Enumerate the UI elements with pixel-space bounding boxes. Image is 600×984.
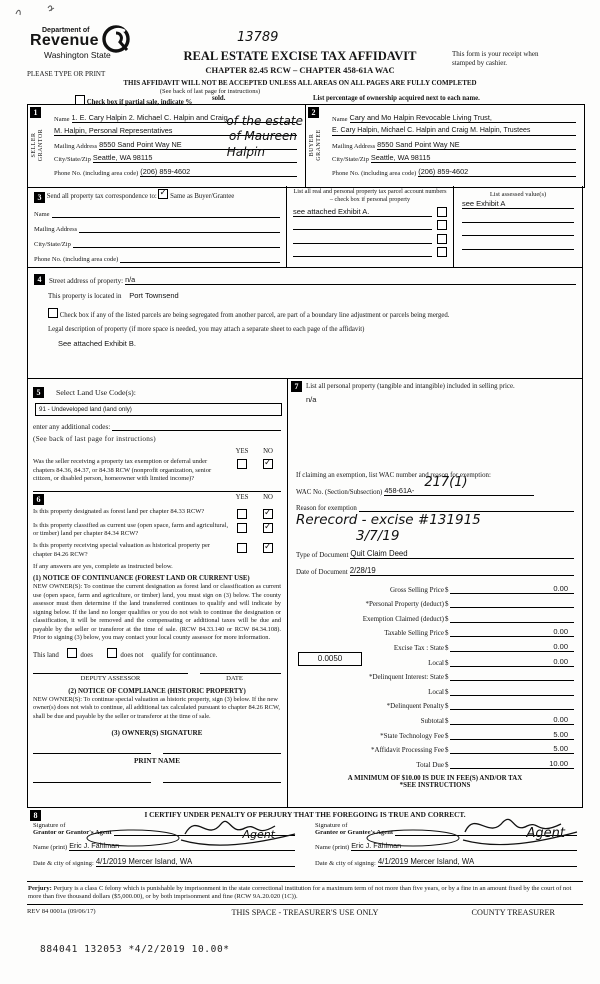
money-row-excise-state: Excise Tax : State $ 0.00 xyxy=(296,637,574,652)
money-table xyxy=(296,579,574,769)
doc-type-label: Type of Document xyxy=(296,551,349,559)
historical-question: Is this property receiving special valuation as historical property per chapter 84.26 RCW? xyxy=(33,541,211,558)
section-3-badge: 3 xyxy=(34,192,45,203)
form-chapter: CHAPTER 82.45 RCW – CHAPTER 458-61A WAC xyxy=(205,65,395,75)
buyer-city-input[interactable]: Seattle, WA 98115 xyxy=(371,153,576,163)
forest-land-question: Is this property designated as forest land per chapter 84.33 RCW? xyxy=(33,507,205,515)
notice-continuance-text: NEW OWNER(S): To continue the current designation as forest land or classification as current use (open space, farm and agriculture, or timber) land, you must sign on (3) below. The county assessor must then determine if the land transferred continues to qualify and will indicate by signing below. If the land no longer qualifies or you do not wish to continue the designation or classification, it will be removed and the compensating or additional taxes will be due and payable by the seller or transferor at the time of sale. (RCW 84.33.140 or RCW 84.34.108). Prior to signing (3) below, you may contact your local county assessor for more information. xyxy=(33,583,281,642)
q-historic-no-checkbox[interactable] xyxy=(263,543,273,553)
grantor-name-print-label: Name (print) xyxy=(33,844,68,851)
notice-compliance-heading: (2) NOTICE OF COMPLIANCE (HISTORIC PROPERTY) xyxy=(68,687,246,695)
does-not-label: does not xyxy=(120,651,144,659)
left-column xyxy=(28,379,288,807)
section-1-badge: 1 xyxy=(30,107,41,118)
located-in-label: This property is located in xyxy=(48,292,122,300)
partial-sale-label: Check box if partial sale, indicate % xyxy=(86,99,193,106)
grantee-date-label: Date & city of signing: xyxy=(315,860,376,867)
section-5-badge: 5 xyxy=(33,387,44,398)
notice-continuance-heading: (1) NOTICE OF CONTINUANCE (FOREST LAND OR CURRENT USE) xyxy=(33,575,250,583)
grantor-date-input[interactable]: 4/1/2019 Mercer Island, WA xyxy=(96,857,295,867)
handwriting-reason-2: 3/7/19 xyxy=(356,528,400,544)
grantor-date-label: Date & city of signing: xyxy=(33,860,94,867)
money-row-taxable: Taxable Selling Price $ 0.00 xyxy=(296,623,574,638)
assessed-values-column xyxy=(454,186,582,267)
county-treasurer-label: COUNTY TREASURER xyxy=(471,908,555,917)
type-or-print: PLEASE TYPE OR PRINT xyxy=(27,70,106,78)
personal-property-checkbox-1[interactable] xyxy=(437,207,447,217)
personal-property-checkbox-3[interactable] xyxy=(437,234,447,244)
corr-mailing-input[interactable] xyxy=(79,232,280,233)
see-back-note-2: (See back of last page for instructions) xyxy=(33,435,156,443)
yes-header: YES xyxy=(235,448,249,455)
does-checkbox[interactable] xyxy=(67,648,77,658)
grantee-signature-block xyxy=(305,822,583,867)
seller-section xyxy=(28,105,306,187)
doc-date-input[interactable]: 2/28/19 xyxy=(350,566,574,576)
certification-section xyxy=(27,808,583,878)
this-land-label: This land xyxy=(33,651,59,659)
rev-number: REV 84 0001a (09/06/17) xyxy=(27,908,96,915)
processing-fee-input[interactable]: 5.00 xyxy=(450,744,575,754)
grantee-agent-label: Grantee or Grantee's Agent xyxy=(315,829,394,836)
assessed-input-1[interactable]: see Exhibit A xyxy=(462,199,574,209)
wac-input[interactable]: 458-61A- 217(1) xyxy=(384,486,534,496)
assessed-input-3[interactable] xyxy=(462,235,574,236)
forest-land-section xyxy=(33,491,281,783)
parties-box xyxy=(27,104,585,188)
buyer-name-input-2[interactable]: E. Cary Halpin, Michael C. Halpin and Craig M. Halpin, Trustees xyxy=(332,126,576,136)
owner-print-line-2[interactable] xyxy=(163,782,281,783)
handwritten-form-number: 13789 xyxy=(237,30,279,45)
logo-revenue-text: Revenue xyxy=(30,32,99,49)
legal-description-label: Legal description of property (if more space is needed, you may attach a separate sheet to each page of the affidavit) xyxy=(48,326,365,333)
segregated-label: Check box if any of the listed parcels are being segregated from another parcel, are part of a boundary line adjustment or parcels being merged. xyxy=(59,312,450,319)
grantee-agent-word: Agent xyxy=(526,826,565,841)
grantor-agent-word: Agent xyxy=(242,828,275,841)
personal-property-value[interactable]: n/a xyxy=(306,395,317,404)
owner-sign-line-1[interactable] xyxy=(33,753,151,754)
money-row-exemption: Exemption Claimed (deduct) $ xyxy=(296,608,574,623)
assessed-input-4[interactable] xyxy=(462,249,574,250)
total-due-input[interactable]: 10.00 xyxy=(450,759,575,769)
q-currentuse-no-checkbox[interactable] xyxy=(263,523,273,533)
local-rate-box: 0.0050 xyxy=(298,652,362,666)
personal-property-label: List all personal property (tangible and intangible) included in selling price. xyxy=(306,383,515,390)
parcel-input-1[interactable]: see attached Exhibit A. xyxy=(293,207,432,217)
deputy-assessor-sign-line[interactable] xyxy=(33,673,188,674)
excise-state-input[interactable]: 0.00 xyxy=(450,642,575,652)
buyer-name-label: Name xyxy=(332,115,348,123)
perjury-note xyxy=(27,881,583,905)
treasurer-space-label: THIS SPACE - TREASURER'S USE ONLY xyxy=(231,908,379,917)
buyer-phone-input[interactable]: (206) 859-4602 xyxy=(418,167,576,177)
money-row-local: 0.0050 Local $ 0.00 xyxy=(296,652,574,667)
ownership-note: List percentage of ownership acquired next to each name. xyxy=(313,95,480,102)
exemption-deferral-question: Was the seller receiving a property tax exemption or deferral under chapters 84.36, 84.37, or 84.38 RCW (nonprofit organization, senior citizen, or disabled person, homeowner with limited income)? xyxy=(33,458,212,483)
parcel-input-4[interactable] xyxy=(293,256,432,257)
does-not-checkbox[interactable] xyxy=(107,648,117,658)
segregated-row xyxy=(48,308,576,319)
section-7-badge: 7 xyxy=(291,381,302,392)
body-columns xyxy=(27,378,583,808)
grantor-name-input[interactable]: Eric J. Fahlman xyxy=(69,841,295,851)
q-forest-no-checkbox[interactable] xyxy=(263,509,273,519)
grantee-name-print-label: Name (print) xyxy=(315,844,350,851)
no-header: NO xyxy=(263,448,273,455)
located-in-row xyxy=(48,291,576,300)
sold-label: sold. xyxy=(212,95,226,102)
money-row-total: Total Due $ 10.00 xyxy=(296,754,574,769)
owners-signature-heading: (3) OWNER(S) SIGNATURE xyxy=(111,729,203,738)
seller-mailing-label: Mailing Address xyxy=(54,142,98,150)
seller-name-input[interactable]: 1. E. Cary Halpin 2. Michael C. Halpin and Craig xyxy=(72,113,297,123)
qualify-label: qualify for continuance. xyxy=(151,651,218,659)
see-back-note: (See back of last page for instructions) xyxy=(159,87,261,95)
additional-codes-input[interactable] xyxy=(112,430,281,431)
pen-mark xyxy=(10,2,70,20)
wac-label: WAC No. (Section/Subsection) xyxy=(296,489,383,496)
yes-header-2: YES xyxy=(235,493,249,501)
personal-property-checkbox-2[interactable] xyxy=(437,220,447,230)
seller-name-label: Name xyxy=(54,115,70,123)
deputy-assessor-lines xyxy=(33,673,281,674)
corr-city-input[interactable] xyxy=(73,247,280,248)
seller-mailing-input[interactable]: 8550 Sand Point Way NE xyxy=(99,140,297,150)
does-label: does xyxy=(80,651,93,659)
perjury-text: Perjury is a class C felony which is punishable by imprisonment in the state correctional institution for a maximum term of not more than five years, or by a fine in an amount fixed by the court of not more than five thousand dollars ($5,000.00), or by both imprisonment and fine (RCW 9A.20.020 (1C)). xyxy=(28,884,572,901)
section-4-badge: 4 xyxy=(34,274,45,285)
signature-of-label: Signature of xyxy=(33,822,66,829)
dor-logo xyxy=(30,27,131,60)
land-use-section xyxy=(33,382,281,484)
handwriting-wac: 217(1) xyxy=(424,475,468,490)
q-historic-yes-checkbox[interactable] xyxy=(237,543,247,553)
seller-name-input-2[interactable]: M. Halpin, Personal Representatives xyxy=(54,126,297,136)
receipt-note: This form is your receipt when stamped by cashier. xyxy=(452,50,539,67)
current-use-question: Is this property classified as current use (open space, farm and agricultural, or timber) land per chapter 84.34 RCW? xyxy=(33,521,229,538)
handwriting-halpin: Halpin xyxy=(226,145,265,159)
see-instructions-note: *SEE INSTRUCTIONS xyxy=(399,781,471,789)
warning-line: THIS AFFIDAVIT WILL NOT BE ACCEPTED UNLESS ALL AREAS ON ALL PAGES ARE FULLY COMPLETED xyxy=(123,79,477,87)
exemption-note: If claiming an exemption, list WAC number and reason for exemption: xyxy=(296,472,491,479)
buyer-name-input[interactable]: Cary and Mo Halpin Revocable Living Trust, xyxy=(350,113,576,123)
personal-property-checkbox-4[interactable] xyxy=(437,247,447,257)
located-in-value[interactable]: Port Townsend xyxy=(129,291,179,300)
logo-dept-text: Department of xyxy=(42,27,90,34)
certify-statement: I CERTIFY UNDER PENALTY OF PERJURY THAT THE FOREGOING IS TRUE AND CORRECT. xyxy=(144,810,466,819)
street-address-label: Street address of property: xyxy=(49,277,124,285)
owner-print-line-1[interactable] xyxy=(33,782,151,783)
seller-phone-input[interactable]: (206) 859-4602 xyxy=(140,167,297,177)
seller-phone-label: Phone No. (including area code) xyxy=(54,169,139,177)
same-as-buyer-checkbox[interactable] xyxy=(158,189,168,199)
q-deferral-no-checkbox[interactable] xyxy=(263,459,273,469)
right-column xyxy=(288,379,582,807)
q-deferral-yes-checkbox[interactable] xyxy=(237,459,247,469)
money-row-gross: Gross Selling Price $ 0.00 xyxy=(296,579,574,594)
buyer-phone-label: Phone No. (including area code) xyxy=(332,169,417,177)
gross-price-input[interactable]: 0.00 xyxy=(450,584,575,594)
land-use-title: Select Land Use Code(s): xyxy=(56,388,136,397)
form-title: REAL ESTATE EXCISE TAX AFFIDAVIT xyxy=(183,49,417,63)
money-row-tech-fee: *State Technology Fee $ 5.00 xyxy=(296,725,574,740)
corr-city-label: City/State/Zip xyxy=(34,241,71,248)
corr-phone-label: Phone No. (including area code) xyxy=(34,256,119,263)
if-yes-note: If any answers are yes, complete as instructed below. xyxy=(33,563,173,571)
parcel-numbers-column xyxy=(286,186,454,267)
corr-mailing-label: Mailing Address xyxy=(34,226,78,233)
logo-state-text: Washington State xyxy=(44,50,111,60)
parcel-header: List all real and personal property tax parcel account numbers – check box if personal property xyxy=(293,188,447,203)
money-row-personal: *Personal Property (deduct) $ xyxy=(296,594,574,609)
buyer-grantee-side-label: BUYER GRANTEE xyxy=(309,129,322,161)
deputy-assessor-label: DEPUTY ASSESSOR xyxy=(80,674,141,682)
buyer-section xyxy=(306,105,584,187)
buyer-mailing-input[interactable]: 8550 Sand Point Way NE xyxy=(377,140,576,150)
correspondence-section xyxy=(28,186,286,267)
grantor-signature-block xyxy=(27,822,305,867)
additional-codes-label: enter any additional codes: xyxy=(33,423,111,431)
assessed-input-2[interactable] xyxy=(462,222,574,223)
corr-name-label: Name xyxy=(34,211,50,218)
signature-of-label-2: Signature of xyxy=(315,822,348,829)
legal-description-value[interactable]: See attached Exhibit B. xyxy=(58,339,136,348)
continuance-qualify-row xyxy=(33,648,281,659)
doc-type-input[interactable]: Quit Claim Deed xyxy=(350,549,574,559)
doc-date-label: Date of Document xyxy=(296,568,348,576)
excise-local-input[interactable]: 0.00 xyxy=(450,657,575,667)
seller-grantor-side-label: SELLER GRANTOR xyxy=(31,128,44,162)
reason-exemption-label: Reason for exemption xyxy=(296,505,357,512)
perjury-bold: Perjury: xyxy=(28,884,52,892)
tech-fee-input[interactable]: 5.00 xyxy=(450,730,575,740)
minimum-due-note: A MINIMUM OF $10.00 IS DUE IN FEE(S) AND/OR TAX xyxy=(347,774,523,782)
street-address-input[interactable]: n/a xyxy=(125,275,576,285)
money-row-processing-fee: *Affidavit Processing Fee $ 5.00 xyxy=(296,740,574,755)
money-row-delinq-int-state: *Delinquent Interest: State $ xyxy=(296,667,574,682)
print-name-label: PRINT NAME xyxy=(134,757,180,766)
land-use-code-select[interactable]: 91 - Undeveloped land (land only) xyxy=(35,403,282,416)
section-6-badge: 6 xyxy=(33,494,44,505)
date-label: DATE xyxy=(226,674,243,682)
parcel-input-3[interactable] xyxy=(293,243,432,244)
property-address-section xyxy=(27,268,583,378)
subtotal-input[interactable]: 0.00 xyxy=(450,715,575,725)
handwriting-of-the-estate: of the estate xyxy=(226,114,303,128)
grantee-date-input[interactable]: 4/1/2019 Mercer Island, WA xyxy=(378,857,577,867)
seller-city-input[interactable]: Seattle, WA 98115 xyxy=(93,153,297,163)
seller-city-label: City/State/Zip xyxy=(54,156,91,164)
correspondence-parcel-row xyxy=(27,186,583,268)
notice-compliance-text: NEW OWNER(S): To continue special valuation as historic property, sign (3) below. If the new owner(s) does not wish to continue, all additional tax calculated pursuant to chapter 84.26 RCW, shall be due and payable by the seller or transferor at the time of sale. xyxy=(33,695,280,720)
assessed-header: List assessed value(s) xyxy=(489,191,547,198)
segregated-checkbox[interactable] xyxy=(48,308,58,318)
same-as-buyer-label: Same as Buyer/Grantee xyxy=(170,193,235,200)
money-row-delinq-int-local: Local $ xyxy=(296,681,574,696)
handwriting-reason-1: Rerecord - excise #131915 xyxy=(296,512,481,528)
handwriting-of-maureen: of Maureen xyxy=(229,129,297,143)
section-2-badge: 2 xyxy=(308,107,319,118)
no-header-2: NO xyxy=(263,493,273,501)
corr-name-input[interactable] xyxy=(52,217,280,218)
deputy-date-line[interactable] xyxy=(200,673,281,674)
buyer-mailing-label: Mailing Address xyxy=(332,142,376,150)
taxable-price-input[interactable]: 0.00 xyxy=(450,627,575,637)
q-forest-yes-checkbox[interactable] xyxy=(237,509,247,519)
owner-signature-lines xyxy=(33,753,281,754)
parcel-input-2[interactable] xyxy=(293,229,432,230)
corr-phone-input[interactable] xyxy=(120,262,280,263)
money-row-delinq-penalty: *Delinquent Penalty $ xyxy=(296,696,574,711)
q-currentuse-yes-checkbox[interactable] xyxy=(237,523,247,533)
section-8-badge: 8 xyxy=(30,810,41,821)
treasurer-stamp: 884041 132053 *4/2/2019 10.00* xyxy=(40,944,230,955)
money-row-subtotal: Subtotal $ 0.00 xyxy=(296,710,574,725)
grantee-name-input[interactable]: Eric J. Fahlman xyxy=(351,841,577,851)
owner-print-lines xyxy=(33,782,281,783)
buyer-city-label: City/State/Zip xyxy=(332,156,369,164)
grantor-agent-label: Grantor or Grantor's Agent xyxy=(33,829,112,836)
owner-sign-line-2[interactable] xyxy=(163,753,281,754)
footer-row xyxy=(27,908,583,917)
send-correspondence-label: Send all property tax correspondence to: xyxy=(46,193,157,200)
